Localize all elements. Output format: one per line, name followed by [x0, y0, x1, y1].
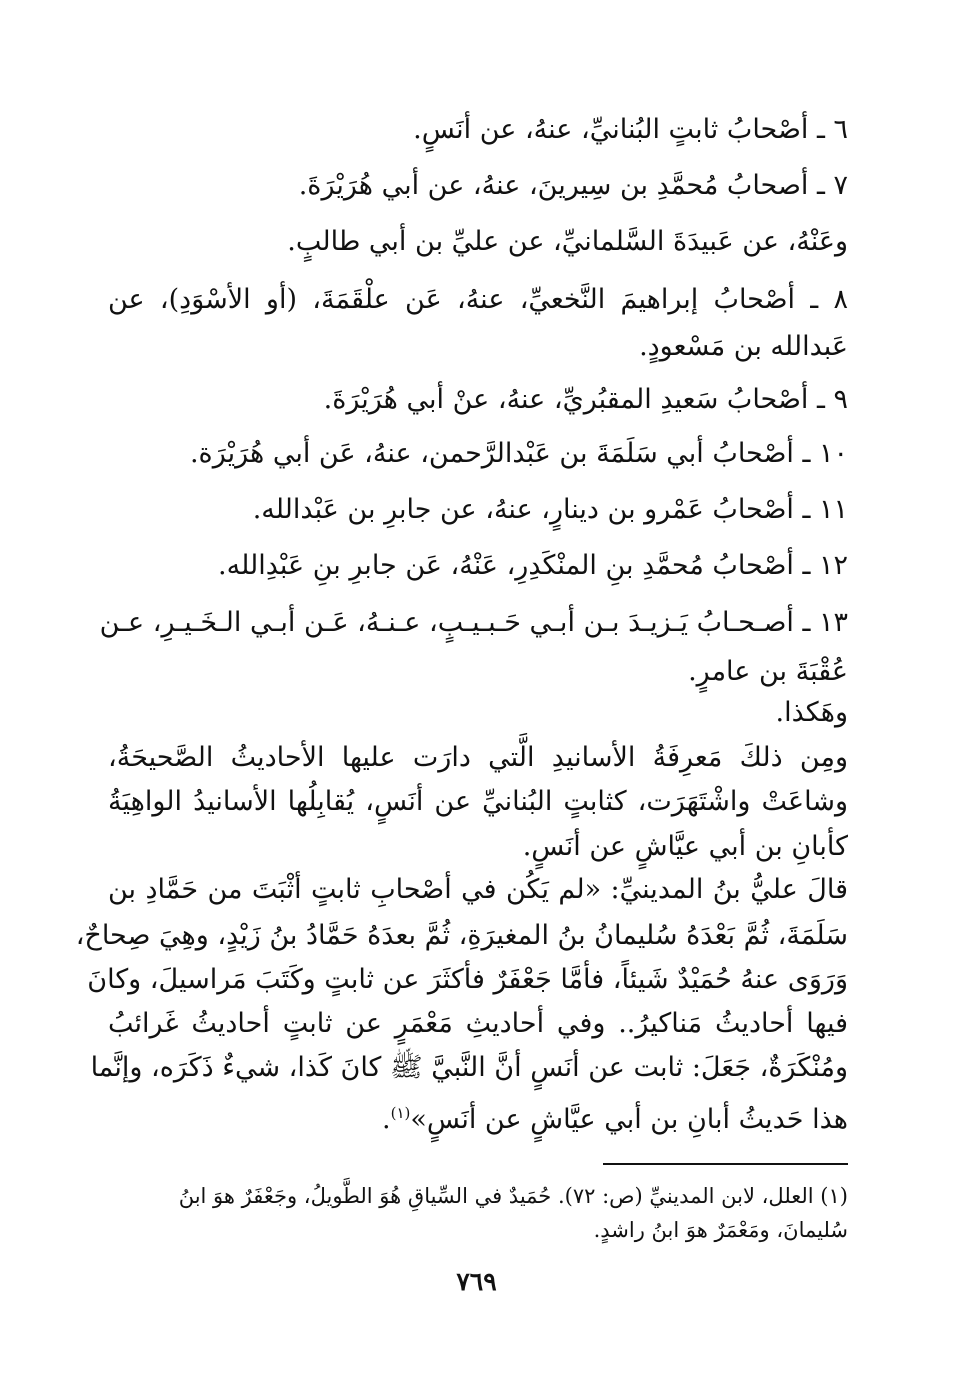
list-item-11: ١١ ـ أصْحابُ عَمْرو بن دينارٍ، عنهُ، عن جابرِ بن عَبْدالله.: [252, 494, 848, 525]
list-item-6: ٦ ـ أصْحابُ ثابتٍ البُنانيِّ، عنهُ، عن أنَسٍ.: [413, 114, 848, 145]
page-number: ٧٦٩: [456, 1267, 497, 1296]
footnote-line: (١) العلل، لابن المدينيِّ (ص: ٧٢). حُمَيدٌ في السِّياقِ هُوَ الطَّويلُ، وجَعْفَرٌ هوَ ابنُ: [178, 1184, 848, 1208]
paragraph-line: ومِن ذلكَ مَعرِفَةُ الأسانيدِ الَّتي دارَت عليها الأحاديثُ الصَّحيحَةُ،: [108, 742, 848, 773]
text-line: وهَكذا.: [775, 697, 848, 728]
footnote-line: سُليمانَ، ومَعْمَرٌ هوَ ابنُ راشدٍ.: [593, 1218, 848, 1242]
quote-line: ومُنْكَرَةٌ، جَعَلَ: ثابت عن أنَسٍ أنَّ النَّبيَّ ﷺ كانَ كَذا، شيءٌ ذَكَرَه، وإنَّما: [90, 1052, 848, 1083]
list-item-13-continuation: عُقْبَةَ بن عامرٍ.: [688, 656, 848, 687]
list-item-9: ٩ ـ أصْحابُ سَعيدِ المقبُريِّ، عنهُ، عنْ أبي هُرَيْرَةَ.: [323, 384, 848, 415]
footnote-separator: [603, 1163, 848, 1165]
paragraph-line: وشاعَتْ واشْتَهَرَت، كثابتٍ البُنانيِّ عن أنَسٍ، يُقابِلُها الأسانيدُ الواهِيَةُ: [108, 786, 848, 817]
list-item-13: ١٣ ـ أصـحـابُ يَـزيـدَ بـن أبـي حَـبـيـبٍ، عـنـهُ، عَـن أبـي الـخَـيـرِ، عـن: [99, 607, 848, 638]
quote-line-last: هذا حَديثُ أبانِ بن أبي عيَّاشٍ عن أنَسٍ»$^{(١)}$.: [382, 1104, 848, 1135]
quote-text: هذا حَديثُ أبانِ بن أبي عيَّاشٍ عن أنَسٍ»: [410, 1104, 848, 1135]
quote-line: قالَ عليُّ بنُ المدينيِّ: «لم يَكُن في أصْحابِ ثابتٍ أثْبَتَ من حَمَّادِ بن: [108, 874, 848, 905]
quote-line: سَلَمَةَ، ثُمَّ بَعْدَهُ سُليمانُ بنُ المغيرَةِ، ثُمَّ بعدَهُ حَمَّادُ بنُ زَيْدٍ، وهِيَ صِحاحٌ،: [75, 920, 848, 951]
footnote-marker[interactable]: (١): [390, 1104, 411, 1122]
list-item-12: ١٢ ـ أصْحابُ مُحمَّدِ بنِ المنْكَدِرِ، عَنْهُ، عَن جابرِ بنِ عَبْدِالله.: [218, 550, 848, 581]
list-item-8-continuation: عَبدالله بن مَسْعودٍ.: [639, 331, 848, 362]
list-item-10: ١٠ ـ أصْحابُ أبي سَلَمَةَ بن عَبْدالرَّحمن، عنهُ، عَن أبي هُرَيْرَة.: [189, 438, 848, 469]
paragraph-line: كأبانِ بن أبي عيَّاشٍ عن أنَسٍ.: [522, 831, 848, 862]
list-item-7-continuation: وعَنْهُ، عن عَبيدَةَ السَّلمانيِّ، عن عليِّ بن أبي طالبٍ.: [287, 226, 848, 257]
list-item-7: ٧ ـ أصحابُ مُحمَّدِ بن سِيرينَ، عنهُ، عن أبي هُرَيْرَةَ.: [298, 170, 848, 201]
quote-line: فيها أحاديثُ مَناكيرُ.. وفي أحاديثِ مَعْمَرٍ عن ثابتٍ أحاديثُ غَرائبُ: [108, 1008, 848, 1039]
list-item-8: ٨ ـ أصْحابُ إبراهيمَ النَّخعيِّ، عنهُ، عَن علْقَمَةَ، (أو الأسْوَدِ)، عن: [108, 284, 848, 315]
quote-line: وَرَوَى عنهُ حُمَيْدٌ شَيئاً، فأمَّا جَعْفَرٌ فأكثَرَ عن ثابتٍ وكَتَبَ مَراسيلَ، وكانَ: [87, 964, 848, 995]
